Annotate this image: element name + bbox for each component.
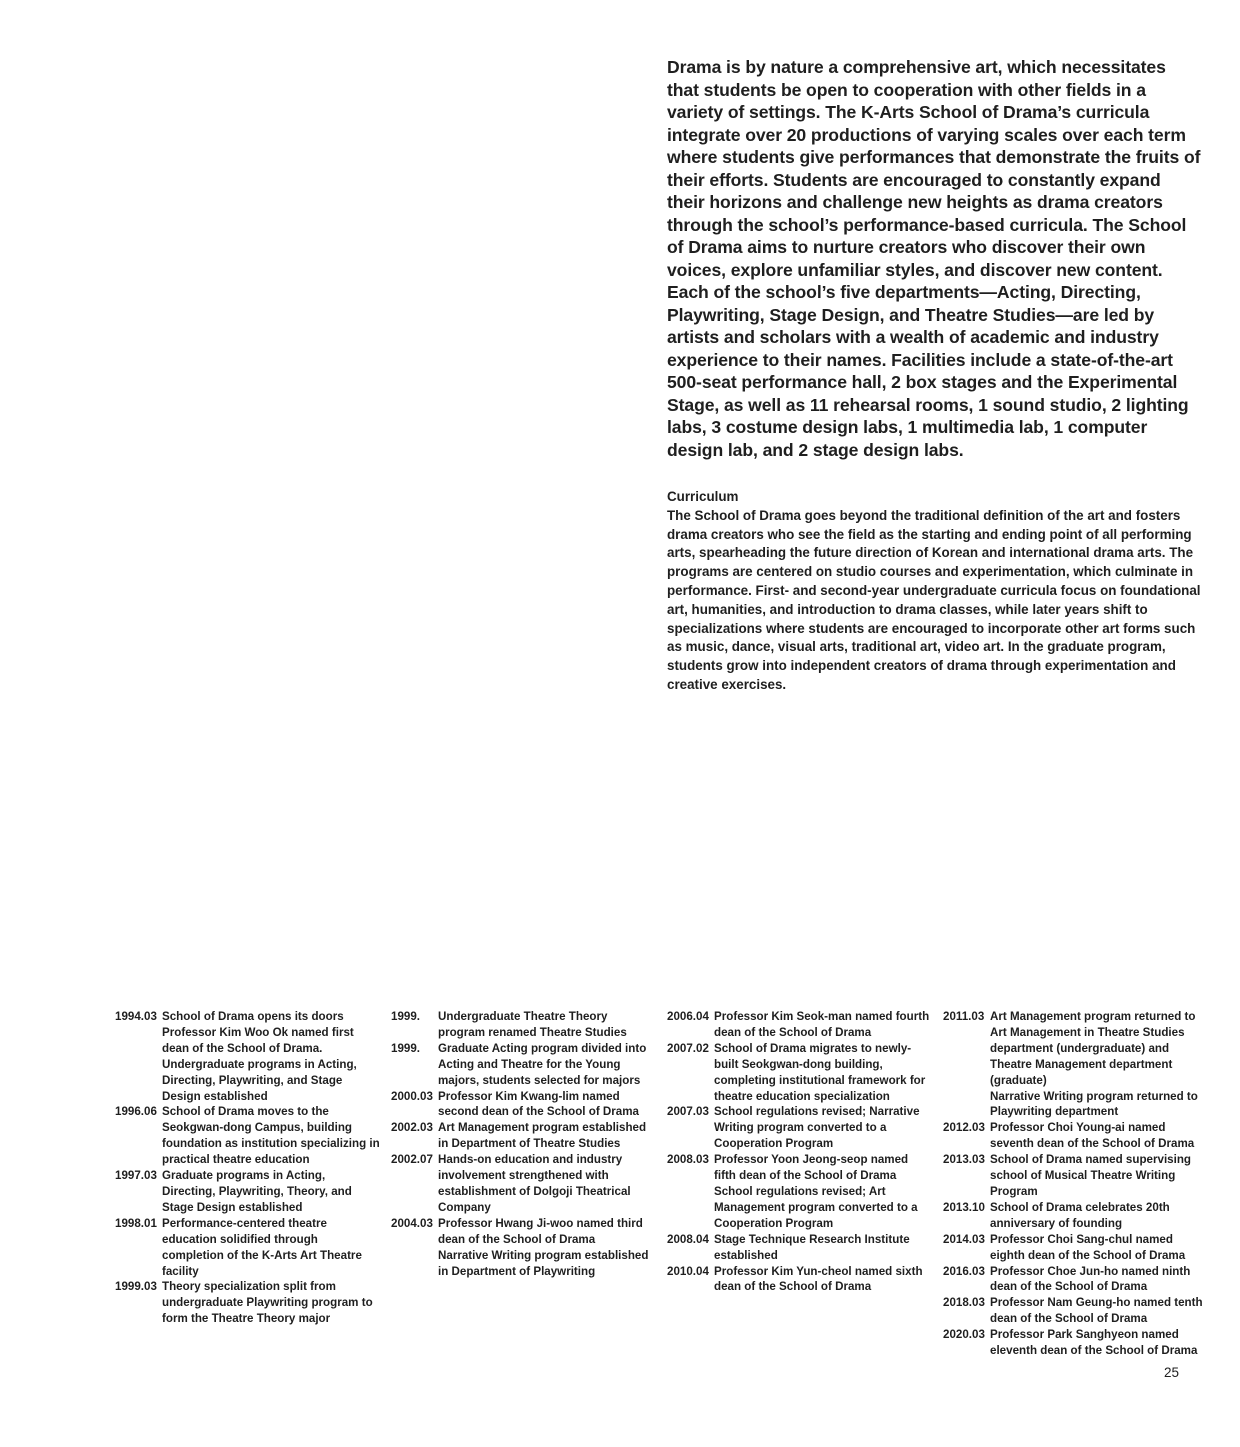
timeline-entry [943, 1200, 1208, 1232]
timeline-date: 1998.01 [115, 1216, 157, 1230]
timeline-entry [391, 1009, 656, 1041]
timeline-entry [667, 1152, 932, 1232]
timeline-text: School of Drama celebrates 20th anniversary of founding [990, 1200, 1170, 1230]
timeline-entry [943, 1327, 1208, 1359]
timeline-entry [391, 1041, 656, 1089]
timeline-date: 2011.03 [943, 1010, 985, 1023]
timeline-text: Theory specialization split from undergraduate Playwriting program to form the Theatre Theory major [162, 1280, 373, 1326]
timeline-text: Hands-on education and industry involvement strengthened with establishment of Dolgoji Theatrical Company [438, 1153, 631, 1214]
timeline-column-2 [391, 1009, 656, 1279]
curriculum-heading: Curriculum [667, 489, 739, 504]
timeline-date: 1999. [391, 1010, 421, 1023]
timeline-date: 2016.03 [943, 1264, 985, 1278]
timeline-text: Professor Park Sanghyeon named eleventh dean of the School of Drama [990, 1328, 1198, 1358]
timeline-entry [667, 1104, 932, 1152]
intro-paragraph: Drama is by nature a comprehensive art, which necessitates that students be open to cooperation with other fields in a variety of settings. The K-Arts School of Drama’s curricula integrate over 20 productions of varying scales over each term where students give performances that demonstrate the fruits of their efforts. Students are encouraged to constantly expand their horizons and challenge new heights as drama creators through the school’s performance-based curricula. The School of Drama aims to nurture creators who discover their own voices, explore unfamiliar styles, and discover new content. Each of the school’s five departments—Acting, Directing, Playwriting, Stage Design, and Theatre Studies—are led by artists and scholars with a wealth of academic and industry experience to their names. Facilities include a state-of-the-art 500-seat performance hall, 2 box stages and the Experimental Stage, as well as 11 rehearsal rooms, 1 sound studio, 2 lighting labs, 3 costume design labs, 1 multimedia lab, 1 computer design lab, and 2 stage design labs. [667, 57, 1201, 460]
timeline-text: Graduate Acting program divided into Acting and Theatre for the Young majors, students selected for majors [438, 1041, 647, 1087]
timeline-entry [943, 1120, 1208, 1152]
timeline-entry [115, 1168, 380, 1216]
timeline-entry [115, 1216, 380, 1280]
timeline-entry [667, 1232, 932, 1264]
timeline-text: School regulations revised; Narrative Writing program converted to a Cooperation Program [714, 1105, 920, 1151]
timeline-entry [391, 1089, 656, 1121]
timeline-text: Professor Choe Jun-ho named ninth dean of the School of Drama [990, 1264, 1191, 1294]
timeline-text: Professor Yoon Jeong-seop named fifth dean of the School of Drama School regulations revised; Art Management program converted to a Cooperation Program [714, 1153, 918, 1230]
curriculum-body: The School of Drama goes beyond the traditional definition of the art and fosters drama creators who see the field as the starting and ending point of all performing arts, spearheading the future direction of Korean and international drama arts. The programs are centered on studio courses and experimentation, which culminate in performance. First- and second-year undergraduate curricula focus on foundational art, humanities, and introduction to drama classes, while later years shift to specializations where students are encouraged to incorporate other art forms such as music, dance, visual arts, traditional art, video art. In the graduate program, students grow into independent creators of drama through experimentation and creative exercises. [667, 507, 1201, 692]
timeline-text: Professor Choi Sang-chul named eighth dean of the School of Drama [990, 1232, 1186, 1262]
timeline-entry [391, 1152, 656, 1216]
timeline-text: School of Drama migrates to newly-built Seokgwan-dong building, completing institutional framework for theatre education specialization [714, 1041, 926, 1103]
timeline-date: 2006.04 [667, 1010, 709, 1023]
timeline-date: 2013.10 [943, 1200, 985, 1214]
timeline-date: 2008.04 [667, 1232, 709, 1246]
timeline-date: 1994.03 [115, 1010, 157, 1023]
timeline-text: Professor Nam Geung-ho named tenth dean of the School of Drama [990, 1296, 1203, 1326]
timeline-text: Undergraduate Theatre Theory program renamed Theatre Studies [438, 1010, 627, 1039]
timeline-text: Professor Kim Kwang-lim named second dean of the School of Drama [438, 1089, 639, 1119]
timeline-entry [115, 1009, 380, 1104]
timeline-date: 2020.03 [943, 1328, 985, 1342]
timeline-text: Professor Choi Young-ai named seventh dean of the School of Drama [990, 1121, 1195, 1151]
timeline-date: 2008.03 [667, 1153, 709, 1167]
timeline-text: Professor Kim Seok-man named fourth dean of the School of Drama [714, 1010, 930, 1039]
timeline-date: 2002.03 [391, 1121, 433, 1135]
timeline-entry [943, 1264, 1208, 1296]
timeline-text: Stage Technique Research Institute established [714, 1232, 910, 1262]
curriculum-section [667, 488, 1202, 695]
timeline-text: School of Drama opens its doors Professor Kim Woo Ok named first dean of the School of Drama. Undergraduate programs in Acting, Directing, Playwriting, and Stage Design established [162, 1010, 357, 1103]
timeline-date: 2007.03 [667, 1105, 709, 1119]
timeline-entry [391, 1216, 656, 1280]
timeline-date: 2010.04 [667, 1264, 709, 1278]
timeline-entry [667, 1264, 932, 1296]
timeline-text: Performance-centered theatre education solidified through completion of the K-Arts Art Theatre facility [162, 1216, 362, 1278]
timeline-date: 2007.02 [667, 1041, 709, 1055]
timeline-column-3 [667, 1009, 932, 1295]
timeline-entry [943, 1152, 1208, 1200]
timeline-entry [943, 1295, 1208, 1327]
page-number: 25 [1164, 1365, 1180, 1380]
timeline-entry [667, 1009, 932, 1041]
timeline-text: Art Management program returned to Art Management in Theatre Studies department (undergraduate) and Theatre Management department (graduate) Narrative Writing program returned to Playwriting department [990, 1010, 1198, 1119]
timeline-column-4 [943, 1009, 1208, 1359]
timeline-text: Professor Hwang Ji-woo named third dean of the School of Drama Narrative Writing program established in Department of Playwriting [438, 1216, 649, 1278]
timeline-entry [667, 1041, 932, 1105]
timeline-entry [391, 1120, 656, 1152]
timeline-date: 2018.03 [943, 1296, 985, 1310]
timeline-date: 1999. [391, 1041, 421, 1055]
timeline-date: 2000.03 [391, 1089, 433, 1103]
timeline-text: Professor Kim Yun-cheol named sixth dean of the School of Drama [714, 1264, 923, 1294]
timeline-text: Art Management program established in Department of Theatre Studies [438, 1121, 647, 1151]
timeline-entry [943, 1009, 1208, 1120]
timeline-date: 1997.03 [115, 1169, 157, 1183]
timeline-date: 2004.03 [391, 1216, 433, 1230]
timeline-text: Graduate programs in Acting, Directing, Playwriting, Theory, and Stage Design established [162, 1169, 352, 1214]
timeline-entry [115, 1279, 380, 1327]
timeline-text: School of Drama named supervising school of Musical Theatre Writing Program [990, 1153, 1192, 1198]
timeline-date: 2014.03 [943, 1232, 985, 1246]
timeline-text: School of Drama moves to the Seokgwan-dong Campus, building foundation as institution specializing in practical theatre education [162, 1105, 380, 1167]
timeline-entry [115, 1104, 380, 1168]
timeline-date: 2002.07 [391, 1153, 433, 1167]
timeline-entry [943, 1232, 1208, 1264]
timeline-column-1 [115, 1009, 380, 1327]
timeline-date: 2013.03 [943, 1153, 985, 1167]
timeline-date: 2012.03 [943, 1121, 985, 1135]
timeline-date: 1999.03 [115, 1280, 157, 1294]
timeline-date: 1996.06 [115, 1105, 157, 1119]
